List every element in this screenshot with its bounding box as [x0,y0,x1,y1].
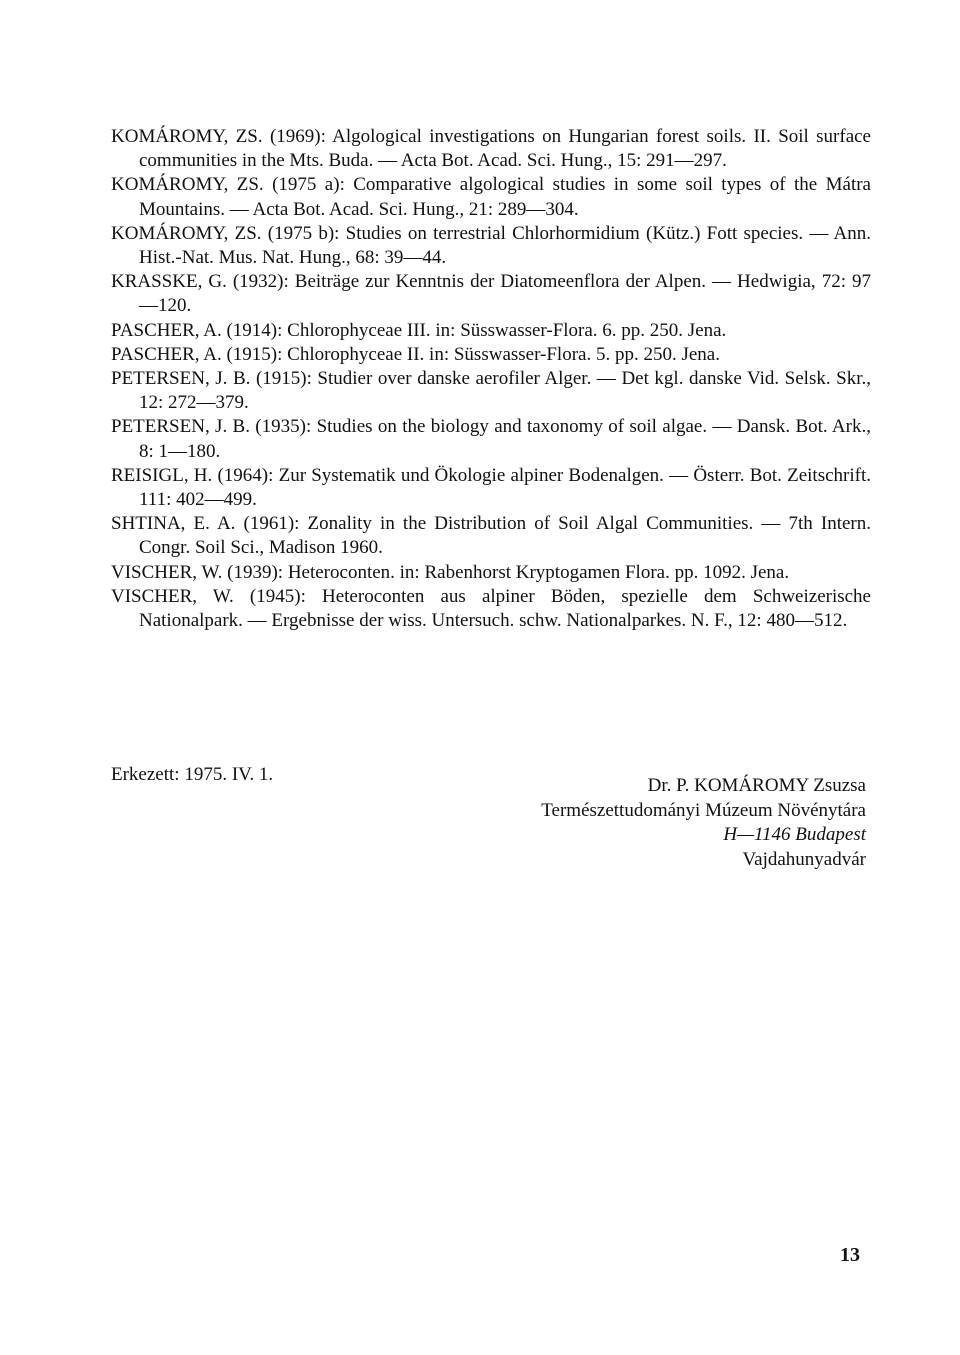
reference-entry: PASCHER, A. (1915): Chlorophyceae II. in: Süsswasser-Flora. 5. pp. 250. Jena. [111,343,720,365]
reference-entry: KOMÁROMY, ZS. (1969): Algological investigations on Hungarian forest soils. II. Soil surface communities in the Mts. Buda. — Acta Bot. Acad. Sci. Hung., 15: 291—297. [111,126,871,172]
author-street: Vajdahunyadvár [742,848,866,870]
reference-entry: VISCHER, W. (1945): Heteroconten aus alpiner Böden, spezielle dem Schweizerische Nationalpark. — Ergebnisse der wiss. Untersuch. schw. Nationalparkes. N. F., 12: 480—512. [111,585,871,632]
reference-entry: SHTINA, E. A. (1961): Zonality in the Distribution of Soil Algal Communities. — 7th Intern. Congr. Soil Sci., Madison 1960. [111,513,871,559]
reference-entry: PETERSEN, J. B. (1935): Studies on the biology and taxonomy of soil algae. — Dansk. Bot. Ark., 8: 1—180. [111,416,871,462]
reference-list [111,125,871,633]
reference-entry: PETERSEN, J. B. (1915): Studier over danske aerofiler Alger. — Det kgl. danske Vid. Selsk. Skr., 12: 272—379. [111,368,871,414]
author-name: Dr. P. KOMÁROMY Zsuzsa [647,775,866,796]
reference-entry: KRASSKE, G. (1932): Beiträge zur Kenntnis der Diatomeenflora der Alpen. — Hedwigia, 72: 97—120. [111,271,871,317]
reference-entry: KOMÁROMY, ZS. (1975 b): Studies on terrestrial Chlorhormidium (Kütz.) Fott species. — Ann. Hist.-Nat. Mus. Nat. Hung., 68: 39—44. [111,222,871,269]
reference-entry: PASCHER, A. (1914): Chlorophyceae III. in: Süsswasser-Flora. 6. pp. 250. Jena. [111,319,727,341]
author-institution: Természettudományi Múzeum Növénytára [541,799,866,821]
reference-entry: VISCHER, W. (1939): Heteroconten. in: Rabenhorst Kryptogamen Flora. pp. 1092. Jena. [111,561,790,583]
author-city: H—1146 Budapest [723,824,866,845]
reference-entry: KOMÁROMY, ZS. (1975 a): Comparative algological studies in some soil types of the Mátra Mountains. — Acta Bot. Acad. Sci. Hung., 21: 289—304. [111,174,871,220]
page-number: 13 [840,1244,860,1266]
received-date: Erkezett: 1975. IV. 1. [111,764,274,785]
author-address [541,774,866,872]
reference-entry: REISIGL, H. (1964): Zur Systematik und Ökologie alpiner Bodenalgen. — Österr. Bot. Zeitschrift. 111: 402—499. [111,464,871,511]
